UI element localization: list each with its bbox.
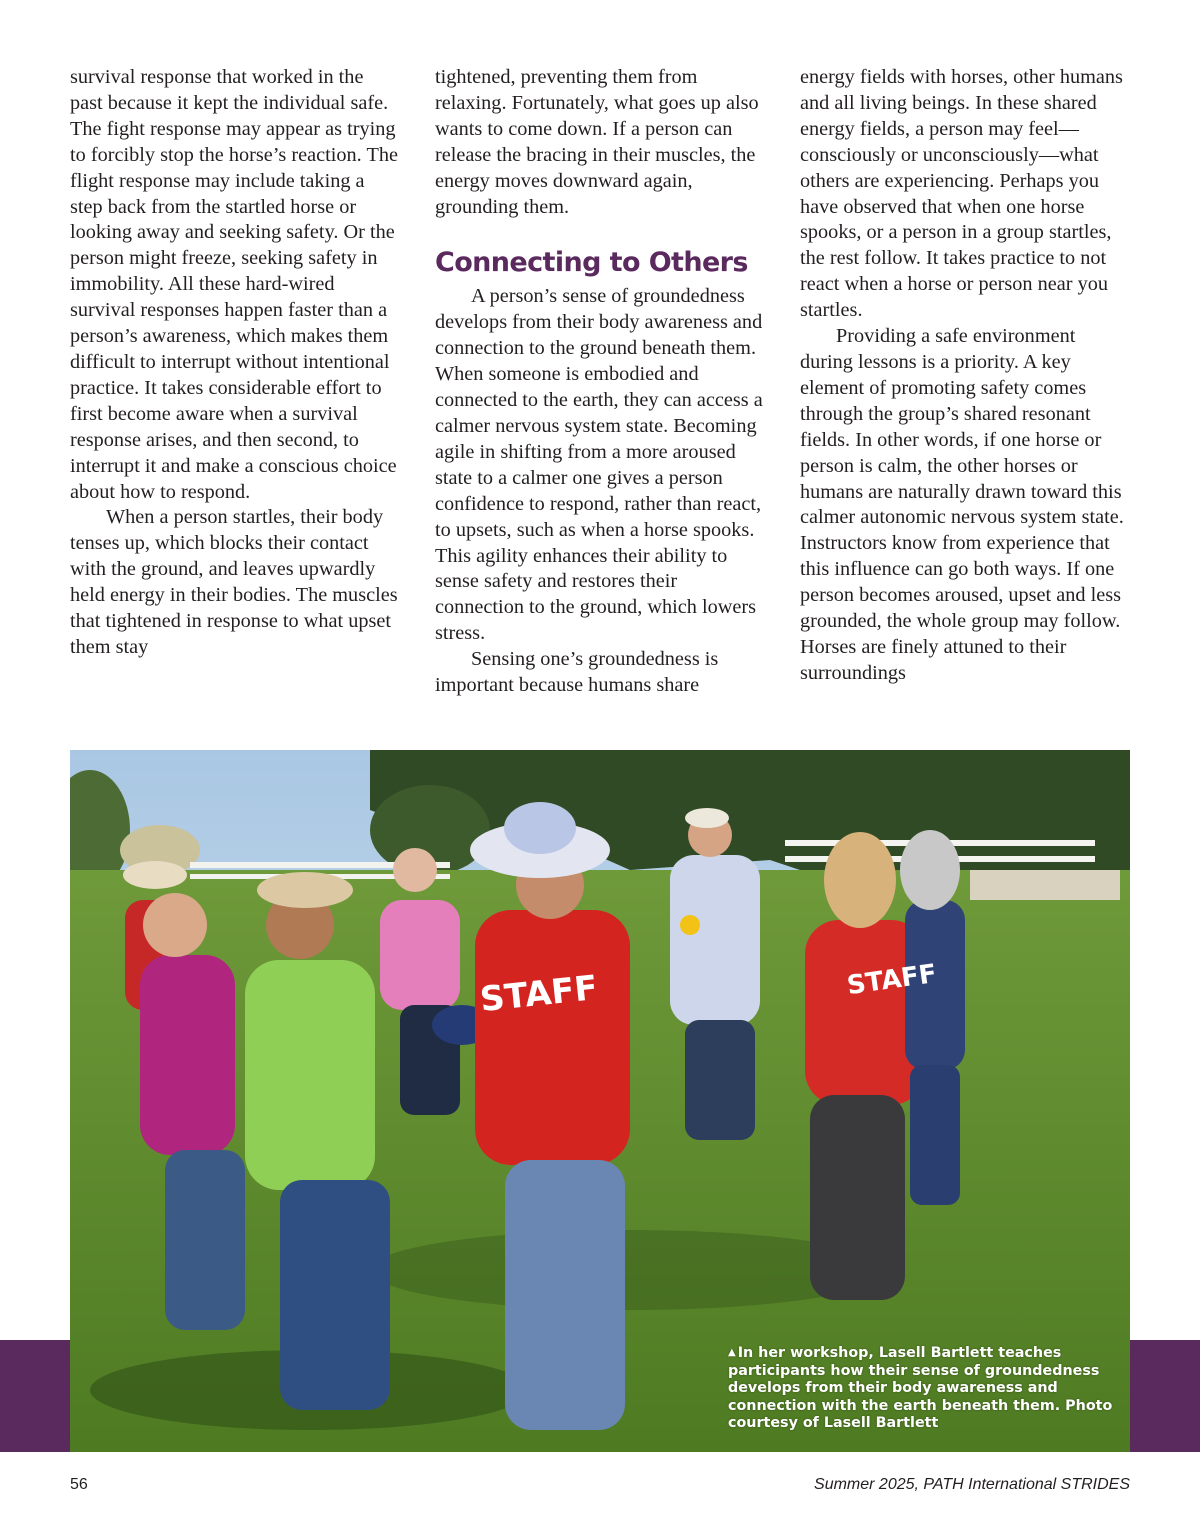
staff-shirt-label: STAFF	[478, 968, 600, 1021]
section-heading: Connecting to Others	[435, 247, 748, 279]
paragraph: When a person startles, their body tenses up, which blocks their contact with the ground, and leaves upwardly held energy in their bodies. The muscles that tightened in response to what upset them stay	[70, 506, 398, 658]
staff-shirt-label: STAFF	[845, 958, 939, 1002]
paragraph: tightened, preventing them from relaxing. Fortunately, what goes up also wants to come down. If a person can release the bracing in their muscles, the energy moves downward again, grounding them.	[435, 66, 759, 218]
publication-credit: Summer 2025, PATH International STRIDES	[814, 1476, 1130, 1493]
paragraph: survival response that worked in the past because it kept the individual safe. The fight response may appear as trying to forcibly stop the horse’s reaction. The flight response may include taking a step back from the startled horse or looking away and seeking safety. Or the person might freeze, seeking safety in immobility. All these hard-wired survival responses happen faster than a person’s awareness, which makes them difficult to interrupt without intentional practice. It takes considerable effort to first become aware when a survival response arises, and then second, to interrupt it and make a conscious choice about how to respond.	[70, 66, 398, 503]
paragraph: A person’s sense of groundedness develops from their body awareness and connection to the ground beneath them. When someone is embodied and connected to the earth, they can access a calmer nervous system state. Becoming agile in shifting from a more aroused state to a calmer one gives a person confidence to respond, rather than react, to upsets, such as when a horse spooks. This agility enhances their ability to sense safety and restores their connection to the ground, which lowers stress.	[435, 285, 763, 645]
paragraph: Providing a safe environment during lessons is a priority. A key element of promoting safety comes through the group’s shared resonant fields. In other words, if one horse or person is calm, the other horses or humans are naturally drawn toward this calmer autonomic nervous system state. Instructors know from experience that this influence can go both ways. If one person becomes aroused, upset and less grounded, the whole group may follow. Horses are finely attuned to their surroundings	[800, 325, 1124, 684]
text-column-1	[70, 65, 400, 661]
caption-text: In her workshop, Lasell Bartlett teaches participants how their sense of groundedness develops from their body awareness and connection with the earth beneath them. Photo courtesy of Lasell Bartlett	[728, 1345, 1113, 1432]
paragraph: energy fields with horses, other humans and all living beings. In these shared energy fields, a person may feel—consciously or unconsciously—what others are experiencing. Perhaps you have observed that when one horse spooks, or a person in a group startles, the rest follow. It takes practice to not react when a horse or person near you startles.	[800, 66, 1123, 322]
paragraph: Sensing one’s groundedness is important because humans share	[435, 648, 719, 697]
photo-caption	[728, 1344, 1118, 1433]
page-number: 56	[70, 1476, 88, 1493]
text-column-3	[800, 65, 1130, 687]
triangle-up-icon: ▲	[728, 1347, 736, 1358]
text-column-2	[435, 65, 770, 699]
